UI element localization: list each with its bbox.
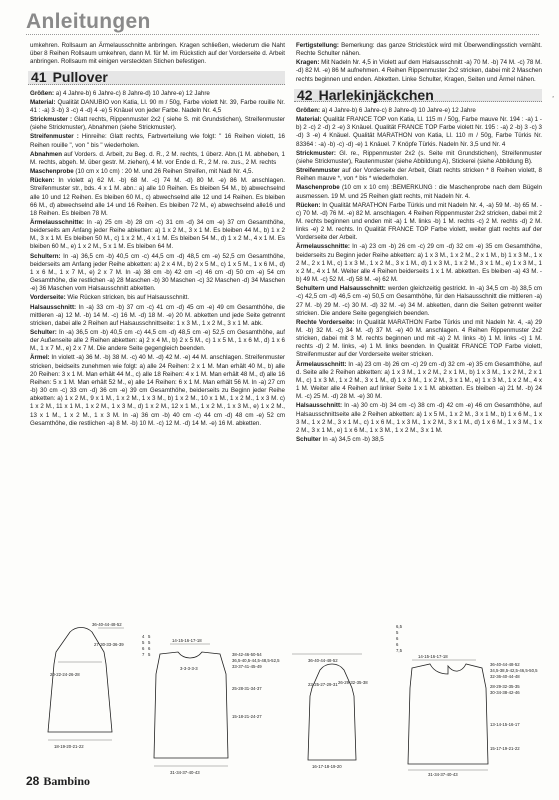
body-step-4: 7 [142, 652, 145, 657]
paragraph-text: Hinreihe: Glatt rechts, Farbverteilung wie folgt: " 16 Reihen violett, 16 Reihen rouille ", von " bis " wiederholen. [30, 133, 285, 149]
paragraph-label: Schultern und Halsausschnitt: [296, 285, 386, 293]
instruction-paragraph [30, 168, 285, 176]
body-step-3: 6 [142, 646, 145, 651]
page-header: Anleitungen [26, 10, 151, 33]
sleeve-bottom-label: 18-19-20-21-22 [54, 744, 84, 749]
pullover-finishing [296, 42, 542, 84]
jacket-height-2: 34,5-38,5-42,5-46,5-50,5 [490, 668, 538, 673]
paragraph-text: werden gleichzeitig gestrickt. In -a) 34,5 cm -b) 38,5 cm -c) 42,5 cm -d) 46,5 cm -e) 50,5 cm Gesamthöhe, für den Halsausschnitt die mittleren -a) 27 M. -b) 29 M. -c) 30 M. -d) 32 M. -e) 34 M. abketten, dann die Seiten getrennt weiter stricken. Die andere Seite gegengleich beenden. [296, 285, 543, 317]
instruction-paragraph [30, 304, 285, 328]
instruction-paragraph [296, 436, 542, 444]
magazine-name: Bambino [43, 774, 91, 788]
jacket-step-4: 6 [396, 642, 399, 647]
jacket-step-3: 6 [396, 636, 399, 641]
body-bottom-label: 31-34-37-40-43 [170, 770, 200, 775]
instruction-paragraph [30, 219, 285, 252]
paragraph-text: a) 4 Jahre-b) 6 Jahre-c) 8 Jahre-d) 10 Jahre-e) 12 Jahre [320, 106, 476, 114]
paragraph-text: Qualität FRANCE TOP von Katia, Ll. 115 m / 50g, Farbe mauve Nr. 194 : -a) 1 -b) 2 -c) 2 -d) 2 -e) 3 Knäuel. Qualität FRANCE TOP Farbe violett Nr. 195 : -a) 2 -b) 3 -c) 3 -d) 3 -e) 4 Knäuel. Qualität MARATHON von Katia, Ll. 110 m / 50g, Farbe Türkis Nr. 83364 : -a) -b) -c) -d) -e) 1 Knäuel. 7 Knöpfe Türkis. Nadeln Nr. 3,5 und Nr. 4 [296, 116, 542, 148]
body-step-5: 5 [148, 634, 151, 639]
paragraph-label: Rücken: [296, 201, 321, 209]
instruction-paragraph [30, 329, 285, 353]
instruction-paragraph [296, 202, 542, 243]
paragraph-label: Rechte Vorderseite: [296, 318, 355, 326]
instruction-paragraph [296, 402, 542, 435]
paragraph-text: In Qualität MARATHON Farbe Türkis und mit Nadeln Nr. 4, -a) 59 M. -b) 65 M. -c) 70 M. -d) 76 M. -e) 82 M. anschlagen. 4 Reihen Rippenmuster 2x2 stricken, dabei mit 2 M. rechts beginnen und enden mit -a) 1 M. links -b) 1 M. rechts -c) 2 M. rechts -d) 2 M. links -e) 2 M. rechts. In Qualität FRANCE TOP Farbe violett, weiter glatt rechts auf der Vorderseite der Arbeit. [296, 201, 542, 242]
paragraph-label: Ärmelausschnitte: [30, 218, 84, 226]
paragraph-label: Fertigstellung: [296, 42, 339, 49]
jacket-armhole-label: 28-29-32-35-35 [490, 684, 520, 689]
jacket-sleeve-diagram [292, 650, 372, 775]
instruction-paragraph [30, 177, 285, 218]
jacket-height-3: 32-36-40-44-48 [490, 674, 520, 679]
paragraph-text: Mit Nadeln Nr. 4,5 in Violett auf dem Halsausschnitt -a) 70 M. -b) 74 M. -c) 78 M. -d) 82 M. -e) 86 M aufnehmen. 4 Reihen Rippenmuster 2x2 stricken, dabei mit 2 Maschen rechts beginnen und enden. Abketten. Linke Schulter, Kragen, Seiten und Ärmel nähen. [296, 59, 542, 83]
body-side-label: 15-18-21-24-27 [232, 714, 262, 719]
body-height-3: 33-37-41-45-49 [232, 664, 262, 669]
paragraph-label: Maschenprobe [296, 184, 340, 192]
paragraph-label: Strickmuster: [296, 149, 336, 157]
paragraph-text: In -a) 23 cm -b) 26 cm -c) 29 cm -d) 32 cm -e) 35 cm Gesamthöhe, beiderseits zu Beginn jeder Reihe abketten: a) 1 x 3 M., 1 x 2 M., 2 x 1 M., b) 1 x 3 M., 1 x 2 M., 2 x 1 M., c) 1 x 3 M., 1 x 2 M., 3 x 1 M., d) 1 x 3 M., 1 x 2 M., 3 x 1 M., e) 1 x 3 M., 1 x 2 M., 4 x 1 M. Weiter alle 4 Reihen beiderseits 1 x 1 M. abketten. Es bleiben -a) 43 M. -b) 49 M. -c) 52 M. -d) 58 M. -e) 62 M. [296, 243, 542, 284]
pullover-instructions [30, 90, 285, 428]
header-rule [26, 34, 539, 35]
paragraph-text: (10 cm x 10 cm) : 20 M. und 26 Reihen Streifen, mit Nadl Nr. 4,5. [73, 168, 254, 176]
paragraph-text: In -a) 36,5 cm -b) 40,5 cm -c) 44,5 cm -d) 48,5 cm -e) 52,5 cm Gesamthöhe, auf der Außenseite alle 2 Reihen abketten: a) 2 x 4 M., b) 2 x 5 M., c) 1 x 5 M., 1 x 6 M., d) 1 x 6 M., 1 x 7 M., e) 2 x 7 M. Die andere Seite gegengleich beenden. [30, 329, 285, 353]
paragraph-text: a) 4 Jahre-b) 6 Jahre-c) 8 Jahre-d) 10 Jahre-e) 12 Jahre [54, 89, 210, 97]
paragraph-text: In -a) 36,5 cm -b) 40,5 cm -c) 44,5 cm -d) 48,5 cm -e) 52,5 cm Gesamthöhe, beiderseits am Anfang jeder Reihe abketten: a) 2 x 4 M., b) 2 x 5 M., c) 1 x 5 M., 1 x 6 M., d) 1 x 6 M., 1 x 7 M., e) 2 x 7 M. In -a) 38 cm -b) 42 cm -c) 46 cm -d) 50 cm -e) 54 cm Gesamthöhe, die restlichen -a) 28 Maschen -b) 30 Maschen -c) 32 Maschen -d) 34 Maschen -e) 36 Maschen vom Halsausschnitt abketten. [30, 252, 285, 293]
body-neck-label: 3-3-3-3-3 [180, 666, 198, 671]
paragraph-label: Ärmelausschnitt: [296, 360, 347, 368]
paragraph-label: Schultern: [30, 252, 61, 260]
paragraph-label: Schulter [296, 436, 321, 444]
body-height-1: 38-42-46-50-54 [232, 652, 262, 657]
body-step-8: 5 [148, 652, 151, 657]
sleeve-width-label: 20-22-24-26-28 [50, 672, 80, 677]
paragraph-label: Größen: [296, 106, 321, 114]
pullover-sleeve-diagram [32, 624, 132, 759]
paragraph-label: Ärmel: [30, 354, 50, 362]
body-top-label: 14-15-16-17-18 [172, 638, 202, 643]
body-armhole-label: 25-28-31-34-37 [232, 686, 262, 691]
section-42-number: 42 [297, 86, 313, 103]
paragraph-label: Ärmelausschnitte: [296, 243, 350, 251]
paragraph-label: Maschenprobe [30, 168, 74, 176]
instruction-paragraph [296, 285, 542, 318]
paragraph-label: Größen: [30, 89, 55, 97]
right-column [296, 42, 542, 445]
instruction-paragraph [30, 133, 285, 149]
instruction-paragraph [296, 184, 542, 200]
jacket-step-1: 6,5 [396, 624, 402, 629]
instruction-paragraph [296, 319, 542, 360]
instruction-paragraph [30, 294, 285, 302]
page-footer [26, 774, 90, 789]
paragraph-text: Qualität DANUBIO von Katia, Ll. 90 m / 50g, Farbe violett Nr. 39, Farbe rouille Nr. 41 : -a) 3 -b) 3 -c) 4 -d) 4 -e) 5 Knäuel von jeder Farbe. Nadeln Nr. 4,5 [30, 98, 285, 114]
paragraph-text: In violett -a) 36 M. -b) 38 M. -c) 40 M. -d) 42 M. -e) 44 M. anschlagen. Streifenmuster stricken, beidseits zunehmen wie folgt: a) alle 24 Reihen: 2 x 1 M. Man erhält 40 M., b) alle 20 Reihen: 3 x 1 M. Man erhält 44 M., c) alle 18 Reihen: 4 x 1 M. Man erhält 48 M., d) alle 16 Reihen: 5 x 1 M. Man erhält 52 M., e) alle 14 Reihen: 6 x 1 M. Man erhält 56 M. In -a) 27 cm -b) 30 cm -c) 33 cm -d) 36 cm -e) 39 cm Gesamthöhe, beiderseits zu Beginn jeder Reihe abketten: a) 1 x 2 M., 9 x 1 M., 1 x 2 M., 1 x 3 M., b) 1 x 2 M., 10 x 1 M., 1 x 2 M., 1 x 3 M. c) 1 x 2 M., 11 x 1 M., 1 x 2 M., 1 x 3 M., d) 1 x 2 M., 12 x 1 M., 1 x 2 M., 1 x 3 M., e) 1 x 2 M., 13 x 1 M., 1 x 2 M., 1 x 3 M. In -a) 36 cm -b) 40 cm -c) 44 cm -d) 48 cm -e) 52 cm Gesamthöhe, die restlichen -a) 8 M. -b) 10 M. -c) 12 M. -d) 14 M. -e) 16 M. abketten. [30, 354, 285, 427]
body-step-1: 4 [142, 634, 145, 639]
jacket-sleeve-outline [308, 664, 356, 760]
jacket-instructions [296, 107, 542, 444]
paragraph-text: Bemerkung: das ganze Strickstück wird mit Überwendlingsstich vernäht. Rechte Schulter nähen. [296, 42, 542, 58]
page-number: 28 [26, 774, 40, 788]
instruction-paragraph [296, 361, 542, 402]
paragraph-text: (10 cm x 10 cm) :BEMERKUNG : die Maschenprobe nach dem Bügeln ausmessen. 19 M. und 25 Reihen glatt rechts, mit Nadeln Nr. 4. [296, 184, 542, 200]
paragraph-label: Schulter: [30, 329, 57, 336]
paragraph-label: Material: [296, 116, 322, 124]
paragraph-text: In -a) 25 cm -b) 28 cm -c) 31 cm -d) 34 cm -e) 37 cm Gesamthöhe, beiderseits am Anfang jeder Reihe abketten: a) 1 x 2 M., 3 x 1 M. Es bleiben 44 M., b) 1 x 2 M., 3 x 1 M. Es bleiben 50 M., c) 1 x 2 M., 4 x 1 M. Es bleiben 54 M., d) 1 x 2 M., 4 x 1 M. Es bleiben 60 M., e) 1 x 2 M., 5 x 1 M. Es bleiben 64 M. [30, 218, 285, 251]
margin-mark: * [550, 96, 555, 98]
body-height-2: 36,5-40,5-44,5-48,5-52,5 [232, 658, 280, 663]
instruction-paragraph [296, 243, 542, 284]
body-step-6: 5 [148, 640, 151, 645]
paragraph-label: Material: [30, 98, 56, 106]
paragraph-label: Streifenmuster : [30, 133, 79, 141]
pullover-body-diagram [140, 634, 280, 785]
instruction-paragraph [30, 151, 285, 167]
paragraph-label: Abnahmen [30, 150, 62, 158]
instruction-paragraph [296, 42, 542, 58]
sleeve-shaping-label: 27-30-33-36-39 [94, 642, 124, 647]
left-column [30, 42, 285, 429]
instruction-paragraph [296, 107, 542, 115]
instruction-paragraph [30, 99, 285, 115]
paragraph-text: In Qualität MARATHON Farbe Türkis und mit Nadeln Nr. 4, -a) 29 M. -b) 32 M. -c) 34 M. -d) 37 M. -e) 40 M. anschlagen. 4 Reihen Rippenmuster 2x2 stricken, dabei mit 3 M. rechts beginnen und mit -a) 2 M. links -b) 1 M. links -c) 1 M. rechts -d) 2 M. links, -e) 1 M. links beenden. In Qualität FRANCE TOP Farbe violett, Streifenmuster auf der Vorderseite weiter stricken. [296, 318, 543, 359]
jacket-sleeve-bottom: 16-17-18-19-20 [312, 764, 342, 769]
jacket-sleeve-mid: 23-25-27-29-31 [308, 682, 338, 687]
jacket-body-outline [408, 664, 488, 764]
instruction-paragraph [296, 116, 542, 149]
section-42-title: Harlekinjäckchen [318, 86, 434, 103]
instruction-paragraph [296, 167, 542, 183]
jacket-waist-label: 15-17-19-21-22 [490, 746, 520, 751]
paragraph-text: In violett a) 62 M. -b) 68 M. -c) 74 M. -d) 80 M. -e) 86 M. anschlagen. Streifenmuster str., bds. 4 x 1 M. abn.: a) alle 10 Reihen. Es bleiben 54 M., b) abwechselnd alle 10 und 12 Reihen. Es bleiben 60 M., c) abwechselnd alle 12 und 14 Reihen. Es bleiben 66 M., d) abwechselnd alle 14 und 16 Reihen. Es bleiben 72 M., e) abwechselnd alle16 und 18 Reihen. Es bleiben 78 M. [30, 177, 285, 217]
paragraph-text: Gl. re., Rippenmuster 2x2 (s. Seite mit Grundstichen), Streifenmuster (siehe Strickmuster), Rautenmuster (siehe Abbildung A), Stickerei (siehe Abbildung B). [296, 149, 542, 165]
instruction-paragraph [30, 116, 285, 132]
instruction-paragraph [30, 354, 285, 427]
left-intro: umkehren. Rollsaum an Ärmelausschnitte anbringen. Kragen schließen, wiederum die Naht über 8 Reihen Rollsaum umkehren, dann M. für M. im Rückstich auf der Vorderseite d. Arbeit anbringen. Rollsaum mit einigen versteckten Stichen befestigen. [30, 42, 285, 66]
paragraph-text: In -a) 23 cm -b) 26 cm -c) 29 cm -d) 32 cm -e) 35 cm Gesamthöhe, auf d. Seite alle 2 Reihen abketten: a) 1 x 3 M., 1 x 2 M., 2 x 1 M., b) 1 x 3 M., 1 x 2 M., 2 x 1 M., c) 1 x 3 M., 1 x 2 M., 3 x 1 M., d) 1 x 3 M., 1 x 2 M., 3 x 1 M., e) 1 x 3 M., 1 x 2 M., 4 x 1 M. Weiter alle 4 Reihen auf linker Seite 1 x 1 M. abketten. Es bleiben -a) 21 M. -b) 24 M. -c) 25 M. -d) 28 M. -e) 30 M. [296, 360, 542, 401]
sleeve-top-label: 36-40-44-48-52 [92, 622, 122, 627]
paragraph-text: In -a) 33 cm -b) 37 cm -c) 41 cm -d) 45 cm -e) 49 cm Gesamthöhe, die mittleren -a) 12 M. -b) 14 M. -c) 16 M. -d) 18 M. -e) 20 M. abketten und jede Seite getrennt stricken, dabei alle 2 Reihen auf Halsausschnittseite: 1 x 3 M., 1 x 2 M., 3 x 1 M. abk. [30, 303, 285, 327]
jacket-step-2: 5 [396, 630, 399, 635]
section-42-heading [294, 86, 542, 103]
jacket-step-5: 7,5 [396, 648, 402, 653]
jacket-mid-label: 30-34-38-42-46 [490, 690, 520, 695]
body-step-7: 6 [148, 646, 151, 651]
paragraph-label: Halsausschnitt: [296, 402, 343, 410]
paragraph-label: Kragen: [296, 59, 320, 67]
paragraph-text: Wie Rücken stricken, bis auf Halsausschnitt. [65, 294, 190, 302]
jacket-height-1: 36-40-44-48-52 [490, 662, 520, 667]
section-41-heading [28, 71, 285, 84]
jacket-sleeve-shaping: 26-29-32-35-38 [338, 680, 368, 685]
jacket-body-diagram [396, 626, 546, 781]
section-41-title: Pullover [52, 69, 108, 86]
instruction-paragraph [30, 253, 285, 294]
paragraph-label: Strickmuster : [30, 116, 72, 124]
paragraph-label: Vorderseite: [30, 294, 66, 302]
instruction-paragraph [30, 90, 285, 98]
body-step-2: 5 [142, 640, 145, 645]
paragraph-text: auf der Vorderseite der Arbeit, Glatt rechts stricken * 8 Reihen violett, 8 Reihen mauve *, von * bis * wiederholen. [296, 167, 542, 183]
jacket-side-label: 13-14-15-16-17 [490, 722, 520, 727]
paragraph-label: Streifenmuster [296, 167, 340, 175]
paragraph-text: auf Vorders. d. Arbeit, zu Beg. d. R., 2 M. rechts, 1 überz. Abn.(1 M. abheben, 1 M. rechts, abgeh. M. über gestr. M. ziehen), 4 M. vor Ende d. R., 2 M. re. zus., 2 M. rechts [30, 150, 285, 166]
paragraph-label: Rücken: [30, 177, 55, 185]
instruction-paragraph [296, 59, 542, 83]
paragraph-text: Glatt rechts, Rippenmuster 2x2 ( siehe S. mit Grundstichen), Streifenmuster (siehe Strickmuster), Abnahmen (siehe Strickmuster). [30, 116, 285, 132]
section-41-number: 41 [31, 69, 47, 86]
jacket-bottom-label: 31-34-37-40-43 [428, 772, 458, 777]
paragraph-text: In -a) 30 cm -b) 34 cm -c) 38 cm -d) 42 cm -e) 46 cm Gesamthöhe, auf Halsausschnittseite alle 2 Reihen abketten: a) 1 x 5 M., 1 x 2 M., 3 x 1 M., b) 1 x 6 M., 1 x 3 M., 1 x 2 M., 3 x 1 M., c) 1 x 6 M., 1 x 3 M., 1 x 2 M., 3 x 1 M., d) 1 x 6 M., 1 x 3 M., 1 x 2 M., 3 x 1 M., e) 1 x 6 M., 1 x 3 M., 1 x 2 M., 3 x 1 M. [296, 402, 542, 434]
jacket-sleeve-top: 36-40-44-48-52 [308, 658, 338, 663]
instruction-paragraph [296, 150, 542, 166]
jacket-top-label: 14-15-16-17-18 [418, 654, 448, 659]
paragraph-text: In -a) 34,5 cm -b) 38,5 [320, 436, 384, 444]
paragraph-label: Halsausschnitt: [30, 303, 77, 311]
